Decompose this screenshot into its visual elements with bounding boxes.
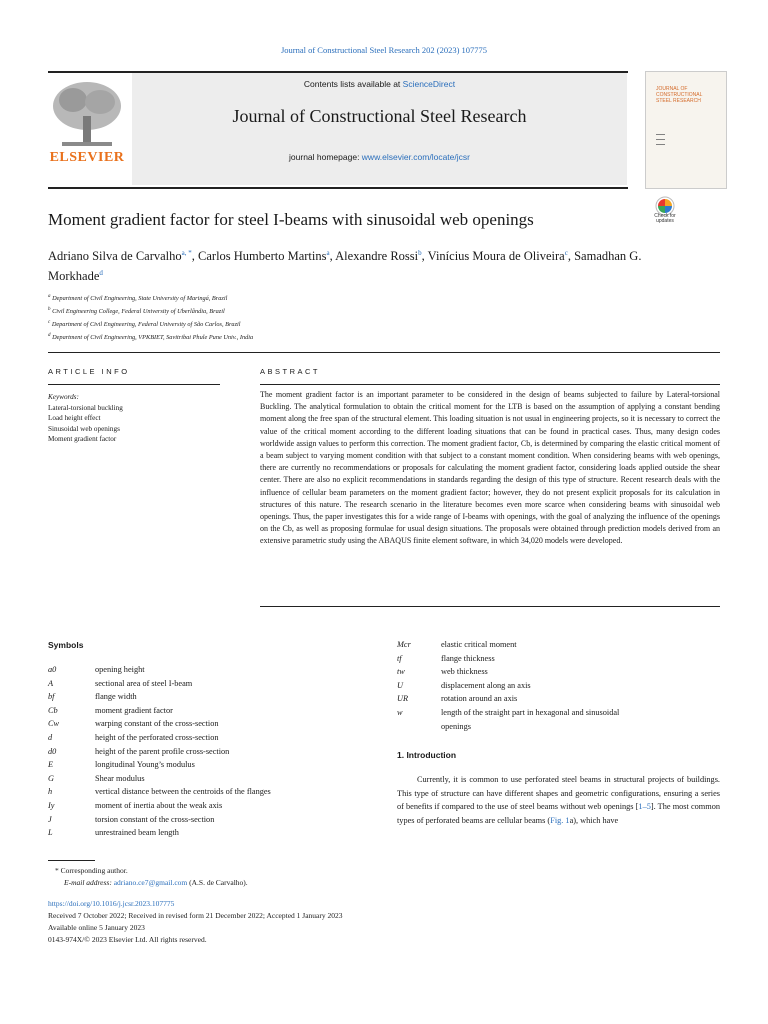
author-name: Vinícius Moura de Oliveira <box>427 249 565 264</box>
symbol-key: U <box>397 680 403 690</box>
symbol-description: warping constant of the cross-section <box>95 719 219 729</box>
abstract-text: The moment gradient factor is an important parameter to be considered in the design of beams subjected to failure by Lateral-torsional Buckling. The analytical formulation to obtain the critical moment for the LTB is based on the assumption of applying a constant bending moment along the free span of the structural element. This loading situation is not usual in engineering projects, so it is necessary to correct the value of the critical moment according to the different loading situations that can be found in practical cases. Thus, many design codes worldwide assign values to perform this correction. The moment gradient factor, Cb, is determined by comparing the elastic critical moment of a beam subject to varying moment condition with that subject to a constant moment condition. When considering beams with web openings, there are currently no recommendations or proposals for calculating the moment gradient factor, considering loads applied outside the shear center. There are also no explicit recommendations in standards regarding the design of this type of structure. Recent research deals with the influence of cellular beam parameters on the moment gradient factor; however, they do not present explicit proposals for its calculation in structures of this nature. The research scenario in the literature becomes even more scarce when considering beams with sinusoidal web openings. Thus, the paper investigates this for a wide range of I-beams with openings, with the goal of analyzing the influence of the openings on the Cb, as well as proposing formulae for usual design situations. The proposals were obtained through prediction models derived from an extensive parametric study using the ABAQUS finite element software, in which 34,020 models were developed. <box>260 390 720 546</box>
symbol-description: moment of inertia about the weak axis <box>95 801 223 810</box>
symbol-description: openings <box>441 721 471 731</box>
symbol-description: length of the straight part in hexagonal and sinusoidal <box>441 708 620 717</box>
keywords-block <box>48 392 223 445</box>
email-link[interactable]: adriano.ce7@gmail.com <box>113 878 188 887</box>
author-affil-marker[interactable]: c <box>564 249 568 257</box>
article-info-rule <box>48 384 220 385</box>
symbol-description: opening height <box>95 665 145 674</box>
symbol-key: tw <box>397 667 405 677</box>
cover-text: ▬▬▬ ▬▬▬ ▬▬▬ <box>656 132 665 146</box>
symbol-description: elastic critical moment <box>441 640 517 649</box>
symbols-heading: Symbols <box>48 640 84 650</box>
abstract-heading: ABSTRACT <box>260 367 321 376</box>
keyword-item: Load height effect <box>48 414 101 423</box>
symbol-key: L <box>48 828 53 838</box>
footnote-rule <box>48 860 95 861</box>
email-line: E-mail address: adriano.ce7@gmail.com (A.S. de Carvalho). <box>64 878 248 887</box>
author-name: Adriano Silva de Carvalho <box>48 249 182 264</box>
symbol-description: flange thickness <box>441 653 495 663</box>
author-name: Carlos Humberto Martins <box>198 249 327 264</box>
symbol-key: J <box>48 814 52 824</box>
symbol-description: rotation around an axis <box>441 694 518 704</box>
symbol-key: tf <box>397 653 402 663</box>
symbol-description: moment gradient factor <box>95 705 173 715</box>
received-dates: Received 7 October 2022; Received in revised form 21 December 2022; Accepted 1 January 2023 <box>48 911 343 920</box>
homepage-line: journal homepage: www.elsevier.com/locate/jcsr <box>289 152 470 162</box>
introduction-paragraph: Currently, it is common to use perforated steel beams in structural projects of buildings. This type of structure can have different shapes and geometric configurations, ensuring a series of benefits if compared to the use of steel beams without web openings [1–5]. The most common types of perforated beams are cellular beams (Fig. 1a), which have <box>397 775 721 825</box>
symbol-description: unrestrained beam length <box>95 828 179 838</box>
introduction-heading: 1. Introduction <box>397 750 457 760</box>
author-affil-marker[interactable]: a, * <box>181 249 192 257</box>
affiliation-item: $^c$ Department of Civil Engineering, Federal University of São Carlos, Brazil <box>48 320 241 329</box>
symbol-key: d <box>48 733 53 742</box>
author-affil-marker[interactable]: b <box>418 249 422 257</box>
author-affil-marker[interactable]: d <box>99 269 103 278</box>
homepage-link[interactable]: www.elsevier.com/locate/jcsr <box>361 152 470 162</box>
banner-box <box>132 73 627 185</box>
symbol-description: flange width <box>95 692 137 702</box>
copyright: 0143-974X/© 2023 Elsevier Ltd. All rights reserved. <box>48 935 207 944</box>
abstract-rule <box>260 384 720 385</box>
symbol-key: h <box>48 787 53 797</box>
keyword-item: Sinusoidal web openings <box>48 424 120 433</box>
symbol-key: d0 <box>48 746 57 756</box>
symbol-key: w <box>397 708 403 717</box>
affiliation-item: $^b$ Civil Engineering College, Federal University of Uberlândia, Brazil <box>48 307 225 316</box>
symbol-description: height of the parent profile cross-section <box>95 746 230 756</box>
symbol-key: Cb <box>48 705 58 715</box>
citation-link[interactable]: 1–5 <box>638 802 651 811</box>
symbol-key: UR <box>397 694 409 704</box>
abstract-bottom-rule <box>260 606 720 607</box>
cover-title: JOURNAL OF CONSTRUCTIONAL STEEL RESEARCH <box>656 86 703 104</box>
keyword-item: Moment gradient factor <box>48 435 117 444</box>
doi-link[interactable]: https://doi.org/10.1016/j.jcsr.2023.107775 <box>48 899 175 908</box>
symbol-description: web thickness <box>441 667 488 677</box>
symbol-description: Shear modulus <box>95 773 145 783</box>
author-name: Alexandre Rossi <box>335 249 419 264</box>
author-affil-marker[interactable]: a <box>326 249 330 257</box>
symbol-description: longitudinal Young’s modulus <box>95 760 195 770</box>
keywords-label: Keywords: <box>48 393 79 401</box>
symbol-description: displacement along an axis <box>441 680 531 690</box>
symbol-description: torsion constant of the cross-section <box>95 814 215 824</box>
publisher-wordmark: ELSEVIER <box>49 150 125 165</box>
figure-link[interactable]: Fig. 1 <box>550 815 570 825</box>
section-rule <box>48 352 720 353</box>
author-list: Adriano Silva de Carvalho$^{a, *}$, Carlos Humberto Martins$^a$, Alexandre Rossi$^b$, Vinícius Moura de Oliveira$^c$, Samadhan G. Morkhade$^d$ <box>48 249 642 284</box>
journal-title: Journal of Constructional Steel Research <box>232 106 527 126</box>
symbol-key: E <box>48 760 54 770</box>
symbol-key: bf <box>48 692 55 702</box>
article-info-heading: ARTICLE INFO <box>48 367 130 376</box>
symbol-key: Iy <box>48 801 55 810</box>
symbol-key: a0 <box>48 665 57 674</box>
keyword-item: Lateral-torsional buckling <box>48 403 123 412</box>
journal-reference[interactable]: Journal of Constructional Steel Research 202 (2023) 107775 <box>280 45 488 55</box>
symbol-key: Cw <box>48 719 60 729</box>
author-name: Samadhan G. Morkhade <box>48 249 642 284</box>
affiliation-item: $^d$ Department of Civil Engineering, VPKBIET, Savitribai Phule Pune Univ., India <box>48 333 254 342</box>
symbol-key: G <box>48 773 54 783</box>
affiliations <box>48 291 648 343</box>
corresponding-author-note: * Corresponding author. <box>55 866 128 875</box>
check-for-updates-label: Check for updates <box>654 213 676 224</box>
contents-line: Contents lists available at ScienceDirect <box>303 79 456 89</box>
symbol-key: A <box>48 678 54 688</box>
symbol-key: Mcr <box>397 640 411 649</box>
sciencedirect-link[interactable]: ScienceDirect <box>402 79 456 89</box>
banner-bottom-rule <box>48 187 628 189</box>
affiliation-item: $^a$ Department of Civil Engineering, State University of Maringá, Brazil <box>48 294 228 303</box>
symbol-description: sectional area of steel I-beam <box>95 678 193 688</box>
symbol-description: vertical distance between the centroids of the flanges <box>95 787 271 797</box>
symbol-description: height of the perforated cross-section <box>95 733 219 742</box>
available-online: Available online 5 January 2023 <box>48 923 145 932</box>
article-title: Moment gradient factor for steel I-beams with sinusoidal web openings <box>48 210 534 229</box>
